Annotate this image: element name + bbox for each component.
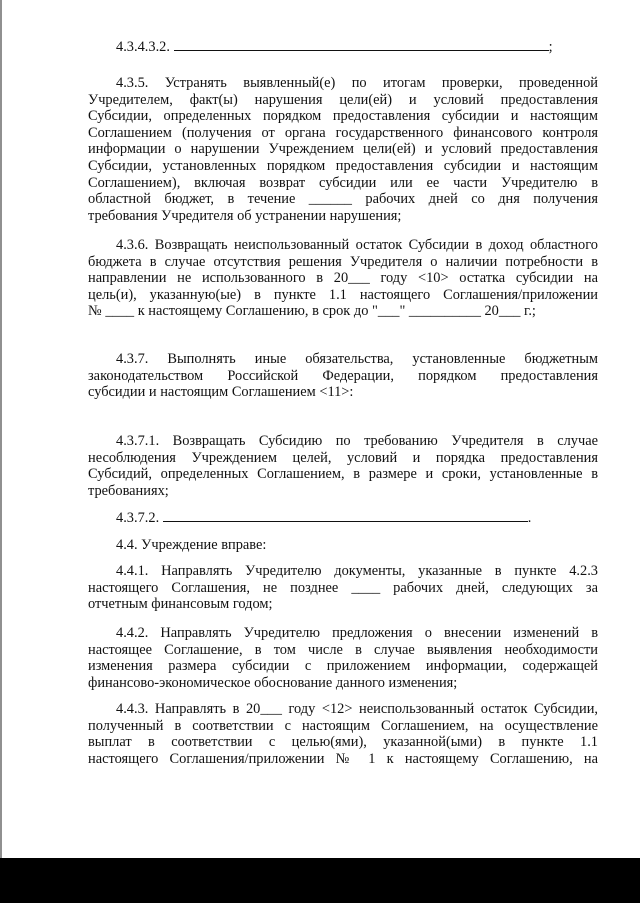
line: законодательством Российской Федерации, порядком предоставления	[88, 367, 598, 384]
paragraph-end: ;	[548, 39, 553, 55]
line: 4.3.7. Выполнять иные обязательства, установленные бюджетным	[116, 351, 598, 367]
line: отчетным финансовым годом;	[88, 596, 273, 613]
line: требованиях;	[88, 482, 169, 499]
line: 4.4. Учреждение вправе:	[116, 537, 267, 553]
paragraph-4-4-1	[88, 563, 598, 613]
line: № ____ к настоящему Соглашению, в срок до "___" __________ 20___ г.;	[88, 303, 536, 320]
line: 4.4.2. Направлять Учредителю предложения о внесении изменений в	[116, 625, 598, 641]
paragraph-4-4	[88, 537, 598, 554]
line: Субсидии, определенных порядком предоставления субсидии и настоящим	[88, 108, 598, 125]
line: настоящего Соглашения, не позднее ____ рабочих дней, следующих за	[88, 579, 598, 596]
line: цель(и), указанную(ые) в пункте 1.1 настоящего Соглашения/приложении	[88, 286, 598, 303]
line: несоблюдения Учреждением целей, условий и порядка предоставления	[88, 449, 598, 466]
line: Субсидий, определенных Соглашением, в размере и сроки, установленные в	[88, 466, 598, 483]
paragraph-4-3-7-2	[88, 509, 598, 527]
paragraph-number: 4.3.7.2.	[116, 510, 160, 526]
line: Соглашением (получения от органа государственного финансового контроля	[88, 124, 598, 141]
fill-in-line	[163, 509, 528, 522]
paragraph-4-3-6	[88, 237, 598, 320]
line: настоящего Соглашения/приложении № 1 к настоящему Соглашению, на	[88, 750, 598, 767]
paragraph-4-4-2	[88, 625, 598, 691]
line: информации о нарушении Учреждением цели(ей) и условий предоставления	[88, 141, 598, 158]
line: бюджета в случае отсутствия решения Учредителя о наличии потребности в	[88, 253, 598, 270]
line: требования Учредителя об устранении нарушения;	[88, 207, 402, 224]
scan-bottom-border	[0, 858, 640, 903]
line: выплат в соответствии с целью(ями), указанной(ыми) в пункте 1.1	[88, 734, 598, 751]
scan-edge-shadow	[0, 0, 2, 858]
line: 4.3.7.1. Возвращать Субсидию по требованию Учредителя в случае	[116, 433, 598, 449]
paragraph-4-4-3	[88, 701, 598, 767]
paragraph-4-3-7-1	[88, 433, 598, 499]
fill-in-line	[174, 38, 549, 51]
line: настоящее Соглашение, в том числе в случае выявления необходимости	[88, 641, 598, 658]
line: направлении не использованного в 20___ году <10> остатка субсидии на	[88, 270, 598, 287]
paragraph-4-3-7	[88, 351, 598, 401]
line: Субсидии, установленных порядком предоставления субсидии и настоящим	[88, 157, 598, 174]
line: 4.4.3. Направлять в 20___ году <12> неиспользованный остаток Субсидии,	[116, 701, 598, 717]
line: 4.4.1. Направлять Учредителю документы, указанные в пункте 4.2.3	[116, 563, 598, 579]
line: Соглашением), включая возврат субсидии или ее части Учредителю в	[88, 174, 598, 191]
line: полученный в соответствии с настоящим Соглашением, на осуществление	[88, 717, 598, 734]
line: изменения размера субсидии с приложением информации, содержащей	[88, 658, 598, 675]
paragraph-end: .	[527, 510, 532, 526]
line: 4.3.6. Возвращать неиспользованный остаток Субсидии в доход областного	[116, 237, 598, 253]
line: областной бюджет, в течение ______ рабочих дней со дня получения	[88, 191, 598, 208]
line: 4.3.5. Устранять выявленный(е) по итогам проверки, проведенной	[116, 75, 598, 91]
line: субсидии и настоящим Соглашением <11>:	[88, 384, 354, 401]
paragraph-4-3-5	[88, 75, 598, 224]
line: финансово-экономическое обоснование данного изменения;	[88, 674, 458, 691]
paragraph-4-3-4-3-2	[88, 38, 598, 56]
paragraph-number: 4.3.4.3.2.	[116, 39, 170, 55]
line: Учредителем, факт(ы) нарушения цели(ей) и условий предоставления	[88, 91, 598, 108]
